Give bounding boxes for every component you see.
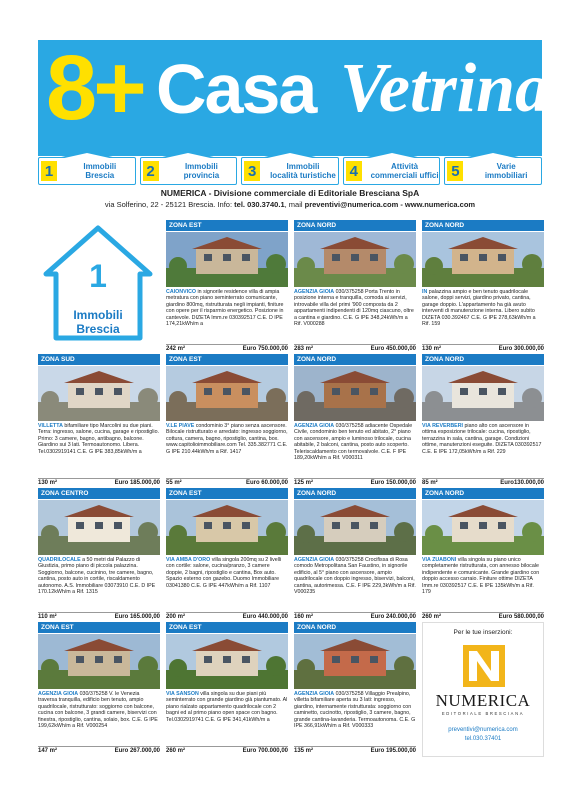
zone-label: ZONA CENTRO: [38, 488, 160, 499]
listing-headline: AGENZIA GIOIA: [294, 691, 335, 697]
listing-footer: [422, 344, 544, 352]
listing-size: 160 m²: [294, 614, 314, 620]
listing-size: 200 m²: [166, 614, 186, 620]
listing-headline: AGENZIA GIOIA: [294, 289, 335, 295]
section-title: [38, 308, 158, 336]
section-number: 1: [89, 258, 107, 294]
listing-headline: VIA AMBA D'ORO: [166, 557, 211, 563]
listing-card[interactable]: [422, 488, 544, 620]
zone-label: ZONA EST: [166, 220, 288, 231]
listing-description: [294, 289, 416, 344]
zone-label: ZONA EST: [166, 488, 288, 499]
listing-price: Euro 185.000,00: [114, 480, 160, 486]
listing-footer: [294, 344, 416, 352]
category-number: 2: [143, 161, 159, 181]
section-badge: [38, 220, 158, 346]
property-image: [422, 366, 544, 421]
listing-price: Euro 450.000,00: [370, 346, 416, 352]
publisher-mail-prefix: , mail: [284, 200, 305, 209]
listing-headline: IN: [422, 289, 428, 295]
property-image: [166, 500, 288, 555]
listing-description: [294, 691, 416, 746]
listing-footer: [166, 746, 288, 754]
category-label: Immobili Brescia: [83, 162, 117, 180]
listing-headline: VIA ZUABONI: [422, 557, 457, 563]
house-roof-icon: [362, 151, 422, 158]
listing-card[interactable]: [294, 622, 416, 754]
listing-headline: VILLETTA: [38, 423, 63, 429]
listing-price: Euro 750.000,00: [242, 346, 288, 352]
listing-card[interactable]: [38, 488, 160, 620]
sponsor-box: [422, 622, 544, 757]
property-photo[interactable]: [294, 634, 416, 689]
property-photo[interactable]: [294, 232, 416, 287]
section-title-line2: Brescia: [76, 322, 120, 336]
zone-label: ZONA NORD: [422, 354, 544, 365]
listing-price: Euro 267.000,00: [114, 748, 160, 754]
property-photo[interactable]: [166, 500, 288, 555]
listing-text: condominio 3° piano senza ascensore. Bilocale ristrutturato e arredato: ingresso soggiorno, cottura, camera, bagno, ripostiglio, cantina, box. www.capitolioimmobiliare.com Tel. 335.382771 C.E. G IPE 210.44kWh/m a Rif. 1417: [166, 423, 288, 455]
listing-size: 85 m²: [422, 480, 438, 486]
category-5[interactable]: [444, 157, 542, 185]
sponsor-mail-link[interactable]: preventivi@numerica.com: [448, 727, 518, 733]
listing-card[interactable]: [294, 488, 416, 620]
listing-footer: [38, 612, 160, 620]
property-photo[interactable]: [38, 366, 160, 421]
zone-label: ZONA EST: [166, 354, 288, 365]
publisher-web-link[interactable]: www.numerica.com: [404, 200, 476, 209]
listing-size: 130 m²: [38, 480, 58, 486]
sponsor-brand: NUMERICA: [435, 691, 531, 710]
listing-price: Euro 195.000,00: [370, 748, 416, 754]
listing-card[interactable]: [38, 622, 160, 754]
house-roof-icon: [158, 151, 218, 158]
category-2[interactable]: [140, 157, 238, 185]
listing-card[interactable]: [422, 220, 544, 352]
listing-description: [166, 691, 288, 746]
listing-text: bifamiliare tipo Marcolini su due piani. Terra: ingresso, salone, cucina, garage e ripostiglio. Primo: 3 camere, bagno, antibagno, balcone. Giardino sui 3 lati. Termoautonomo. Libera. Tel.0302919141 C.E. G IPE 383,85kWh/m a: [38, 423, 160, 455]
zone-label: ZONA EST: [38, 622, 160, 633]
category-label: Attività commerciali uffici: [370, 162, 439, 180]
listing-headline: VIA SANSON: [166, 691, 199, 697]
listing-headline: QUADRILOCALE: [38, 557, 81, 563]
listing-description: [38, 423, 160, 478]
listing-footer: [166, 478, 288, 486]
listing-card[interactable]: [166, 622, 288, 754]
listing-size: 130 m²: [422, 346, 442, 352]
listing-footer: [294, 478, 416, 486]
property-image: [422, 232, 544, 287]
listing-size: 260 m²: [422, 614, 442, 620]
listing-description: [38, 557, 160, 612]
property-image: [166, 366, 288, 421]
publisher-address: via Solferino, 22 - 25121 Brescia. Info:: [104, 200, 235, 209]
listing-headline: AGENZIA GIOIA: [38, 691, 79, 697]
logo-casa: Casa: [156, 50, 316, 128]
listing-footer: [166, 612, 288, 620]
listing-price: Euro 300.000,00: [498, 346, 544, 352]
publisher-mail-link[interactable]: preventivi@numerica.com: [304, 200, 399, 209]
listing-price: Euro 440.000,00: [242, 614, 288, 620]
zone-label: ZONA EST: [166, 622, 288, 633]
listing-description: [38, 691, 160, 746]
property-photo[interactable]: [294, 366, 416, 421]
logo-vetrina: Vetrina: [340, 50, 551, 127]
property-photo[interactable]: [166, 366, 288, 421]
publisher-phone: tel. 030.3740.1: [234, 200, 285, 209]
listing-card[interactable]: [166, 354, 288, 486]
zone-label: ZONA NORD: [422, 220, 544, 231]
listing-description: [422, 557, 544, 612]
property-image: [38, 500, 160, 555]
listing-card[interactable]: [422, 354, 544, 486]
listing-card[interactable]: [166, 220, 288, 352]
listing-price: Euro 580.000,00: [498, 614, 544, 620]
category-3[interactable]: [241, 157, 339, 185]
listing-footer: [294, 612, 416, 620]
listing-headline: CAIONVICO: [166, 289, 197, 295]
listing-footer: [166, 344, 288, 352]
listing-size: 260 m²: [166, 748, 186, 754]
listing-text: piano alto con ascensore in ottima esposizione trilocale: cucina, ripostiglio, terrazzina in sala, cantina, garage. Condizioni ottime, manutenzioni eseguite. DIZETA 030392517 C.E. E IPE 172,05kWh/m a Rif. 229: [422, 423, 542, 455]
listing-footer: [294, 746, 416, 754]
listing-headline: V.LE PIAVE: [166, 423, 195, 429]
category-number: 4: [346, 161, 362, 181]
property-image: [38, 634, 160, 689]
listing-size: 283 m²: [294, 346, 314, 352]
listing-text: 030/375258 Crocifissa di Rosa comodo Metropolitana San Faustino, in signorile edificio, al 5° piano con ascensore, ampio quadrilocale con doppio ingresso, biservizi, balconi, cantina, autorimessa. C.E. F IPE 229,3kWh/m a Rif. V000235: [294, 557, 416, 596]
publisher-separator: -: [398, 200, 405, 209]
listing-text: villa singola su due piani più seminterrato con grande giardino già piantumato. Al piano rialzato appartamento quadrilocale con 2 bagni ed al primo piano open space con bagno. Tel.0302919741 C.E. G IPE 341,41kWh/m a: [166, 691, 288, 723]
listing-text: villa singola su piano unico completamente ristrutturata, con annesso bilocale indipendente e comunicante. Grande giardino con doppio accesso carraio. Finiture ottime DIZETA Imm.re 030392517 C.E. E IPE 135kWh/m a Rif. 179: [422, 557, 540, 596]
sponsor-intro: Per le tue inserzioni:: [453, 629, 513, 636]
house-roof-icon: [463, 151, 523, 158]
listing-price: Euro 60.000,00: [245, 480, 288, 486]
listing-footer: [38, 478, 160, 486]
listing-card[interactable]: [294, 354, 416, 486]
listing-text: in signorile residence villa di ampia metratura con piano seminterrato comunicante, giardino 800mq, ristrutturata negli impianti, finiture con opere per il risparmio energetico. Posizione in cantevole. DIZETA Imm.re 030392517 C.E. D IPE 174,21kWh/m a: [166, 289, 284, 328]
masthead: [38, 37, 551, 156]
house-roof-icon: [260, 151, 320, 158]
publisher-contacts: [0, 200, 580, 209]
listing-headline: AGENZIA GIOIA: [294, 423, 335, 429]
zone-label: ZONA NORD: [294, 354, 416, 365]
category-number: 1: [41, 161, 57, 181]
section-title-line1: Immobili: [73, 308, 123, 322]
property-photo[interactable]: [422, 232, 544, 287]
listing-size: 55 m²: [166, 480, 182, 486]
listing-description: [166, 557, 288, 612]
listing-price: Euro 165.000,00: [114, 614, 160, 620]
zone-label: ZONA NORD: [294, 622, 416, 633]
category-label: Immobili provincia: [183, 162, 220, 180]
listing-description: [166, 423, 288, 478]
property-image: [294, 232, 416, 287]
property-photo[interactable]: [38, 500, 160, 555]
category-1[interactable]: [38, 157, 136, 185]
listing-text: palazzina ampio e ben tenuto quadrilocale salone, doppi servizi, giardino privato, cantina, garage doppio. L'appartamento ha già avuto interventi di manutenzione interna. Libero subito DIZETA 030.392467 C.E. G IPE 278,63kWh/m a Rif. 159: [422, 289, 536, 328]
listing-price: Euro130.000,00: [500, 480, 544, 486]
property-image: [166, 232, 288, 287]
listing-text: a 50 metri dal Palazzo di Giustizia, primo piano di piccola palazzina. Soggiorno, balcone, cucinino, tre camere, bagno, cantina, posto auto in cortile, riscaldamento autonomo. A.S. Immobiliare 03073910 C.E. D IPE 170.12kWh/m a Rif. 1315: [38, 557, 156, 596]
property-image: [166, 634, 288, 689]
zone-label: ZONA NORD: [294, 220, 416, 231]
property-image: [294, 634, 416, 689]
listing-footer: [422, 478, 544, 486]
zone-label: ZONA NORD: [294, 488, 416, 499]
listing-text: 030/375258 Porta Trento in posizione interna e tranquilla, comoda ai servizi, introvabile villa del primi '900 composta da 2 appartamenti indipendenti di 120mq ciascuno, oltre a cantina e giardino. C.E. G IPE 348,24kWh/m a Rif. V000288: [294, 289, 414, 328]
numerica-logo-icon: [463, 645, 505, 687]
property-photo[interactable]: [38, 634, 160, 689]
listing-footer: [38, 746, 160, 754]
sponsor-phone: tel.030.37401: [464, 736, 502, 742]
listing-description: [294, 423, 416, 478]
property-image: [38, 366, 160, 421]
listing-size: 147 m²: [38, 748, 58, 754]
logo-8plus: 8+: [46, 37, 143, 139]
listing-description: [422, 423, 544, 478]
listing-card[interactable]: [294, 220, 416, 352]
listing-price: Euro 150.000,00: [370, 480, 416, 486]
zone-label: ZONA NORD: [422, 488, 544, 499]
listing-text: 030/375258 adiacente Ospedale Civile, condominio ben tenuto ed abitato, 2° piano con ascensore, ampio e luminoso trilocale, cucina abitabile, 2 balconi, cantina, posto auto scoperto. Teleriscaldamento con termovalvole. C.E. F IPE 189,20kWh/m a Rif. V000311: [294, 423, 413, 462]
category-number: 5: [447, 161, 463, 181]
property-photo[interactable]: [166, 634, 288, 689]
listing-description: [422, 289, 544, 344]
property-image: [294, 500, 416, 555]
listing-card[interactable]: [38, 354, 160, 486]
listing-description: [294, 557, 416, 612]
property-photo[interactable]: [422, 500, 544, 555]
listing-size: 242 m²: [166, 346, 186, 352]
property-photo[interactable]: [294, 500, 416, 555]
listing-description: [166, 289, 288, 344]
publisher-name: NUMERICA - Divisione commerciale di Editoriale Bresciana SpA: [160, 188, 420, 198]
listing-headline: VIA REVERBERI: [422, 423, 464, 429]
property-image: [422, 500, 544, 555]
listing-price: Euro 700.000,00: [242, 748, 288, 754]
listing-price: Euro 240.000,00: [370, 614, 416, 620]
listing-text: villa singola 200mq su 2 livelli con cortile: salone, cucina/pranzo, 3 camere doppie, 2 bagni, ripostiglio e cantina, Box auto. Spazio esterno con gazebo. Duomo Immobiliare 03041380 C.E. G IPE 447kWh/m a Rif. 1107: [166, 557, 282, 589]
category-label: Varie immobiliari: [484, 162, 528, 180]
house-roof-icon: [57, 151, 117, 158]
property-photo[interactable]: [166, 232, 288, 287]
category-number: 3: [244, 161, 260, 181]
listing-text: 030/375258 Villaggio Prealpino, villetta bifamiliare aperta su 3 lati: ingresso, giardino, internamente ristrutturata: soggiorno con caminetto, cucinotto, ripostiglio, 3 camere, bagno, grande cantina-lavanderia. Termoautonoma. C.E. G IPE 366,91kWh/m a Rif. V000333: [294, 691, 416, 730]
listing-text: 030/375258 V. le Venezia traversa tranquilla, edificio ben tenuto, ampio quadrilocale, ristrutturato: soggiorno con balcone, cucina con balcone, 3 grandi camere, biservizi con finestra, ripostiglio, cantina, solaio, box. C.E. G IPE 199,62kWh/m a Rif. V000254: [38, 691, 158, 730]
category-label: Immobili località turistiche: [270, 162, 336, 180]
category-strip: [38, 157, 542, 185]
listing-size: 135 m²: [294, 748, 314, 754]
sponsor-brand-sub: EDITORIALE BRESCIANA: [441, 711, 525, 716]
listing-size: 125 m²: [294, 480, 314, 486]
listing-card[interactable]: [166, 488, 288, 620]
property-image: [294, 366, 416, 421]
listing-size: 110 m²: [38, 614, 57, 620]
zone-label: ZONA SUD: [38, 354, 160, 365]
category-4[interactable]: [343, 157, 441, 185]
property-photo[interactable]: [422, 366, 544, 421]
listing-footer: [422, 612, 544, 620]
listing-headline: AGENZIA GIOIA: [294, 557, 335, 563]
